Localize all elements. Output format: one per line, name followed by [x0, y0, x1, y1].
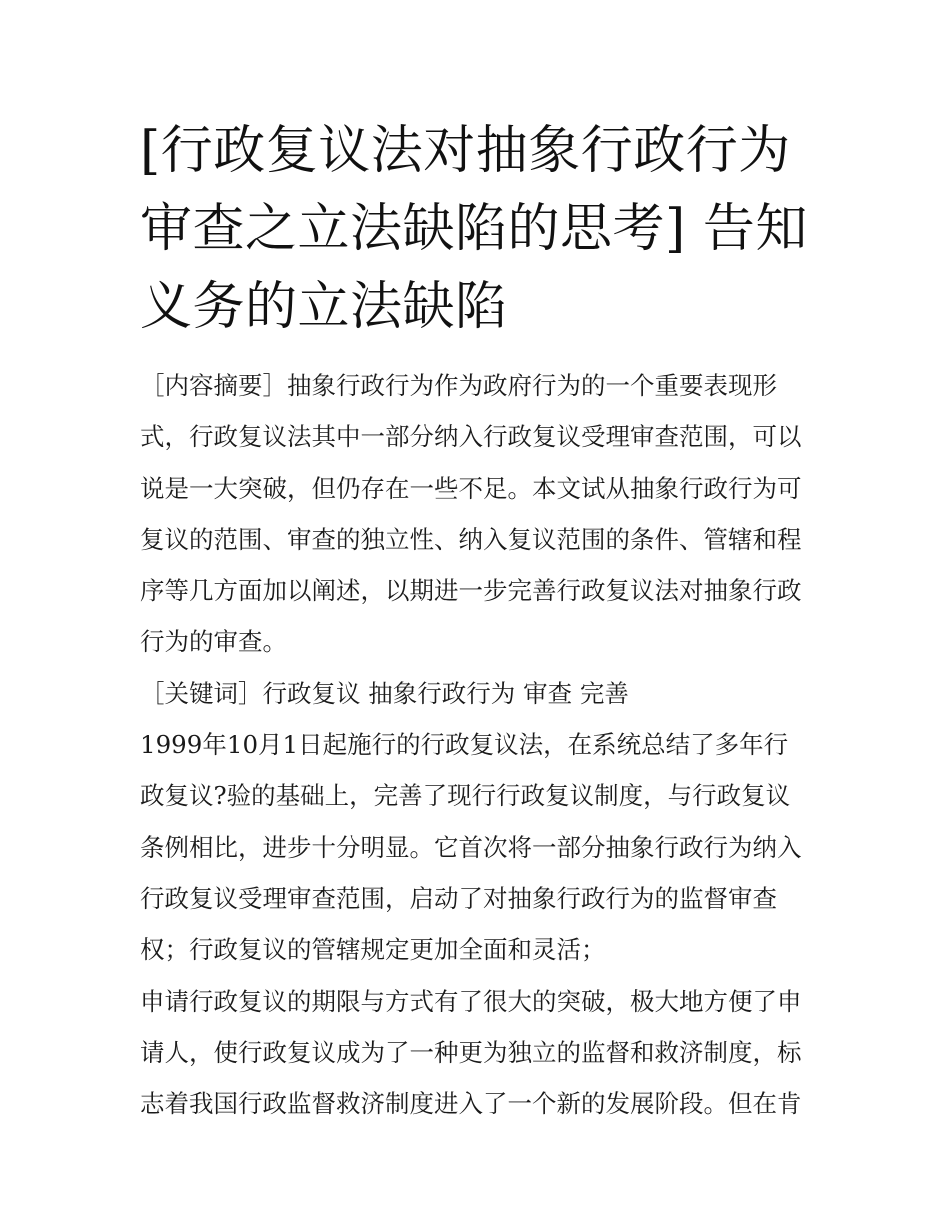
- document-page: [140, 112, 812, 1129]
- body-paragraph: 申请行政复议的期限与方式有了很大的突破，极大地方便了申请人，使行政复议成为了一种更为独立的监督和救济制度，标志着我国行政监督救济制度进入了一个新的发展阶段。但在肯: [140, 986, 802, 1119]
- body-paragraph: 1999年10月1日起施行的行政复议法，在系统总结了多年行政复议?验的基础上，完善了现行行政复议制度，与行政复议条例相比，进步十分明显。它首次将一部分抽象行政行为纳入行政复议受理审查范围，启动了对抽象行政行为的监督审查权；行政复议的管辖规定更加全面和灵活；: [140, 730, 802, 965]
- keywords-paragraph: ［关键词］行政复议 抽象行政行为 审查 完善: [140, 678, 629, 708]
- abstract-paragraph: ［内容摘要］抽象行政行为作为政府行为的一个重要表现形式，行政复议法其中一部分纳入行政复议受理审查范围，可以说是一大突破，但仍存在一些不足。本文试从抽象行政行为可复议的范围、审查的独立性、纳入复议范围的条件、管辖和程序等几方面加以阐述，以期进一步完善行政复议法对抽象行政行为的审查。: [140, 371, 802, 657]
- document-title: [行政复议法对抽象行政行为审查之立法缺陷的思考] 告知义务的立法缺陷: [140, 121, 808, 337]
- document-body: [140, 360, 812, 1129]
